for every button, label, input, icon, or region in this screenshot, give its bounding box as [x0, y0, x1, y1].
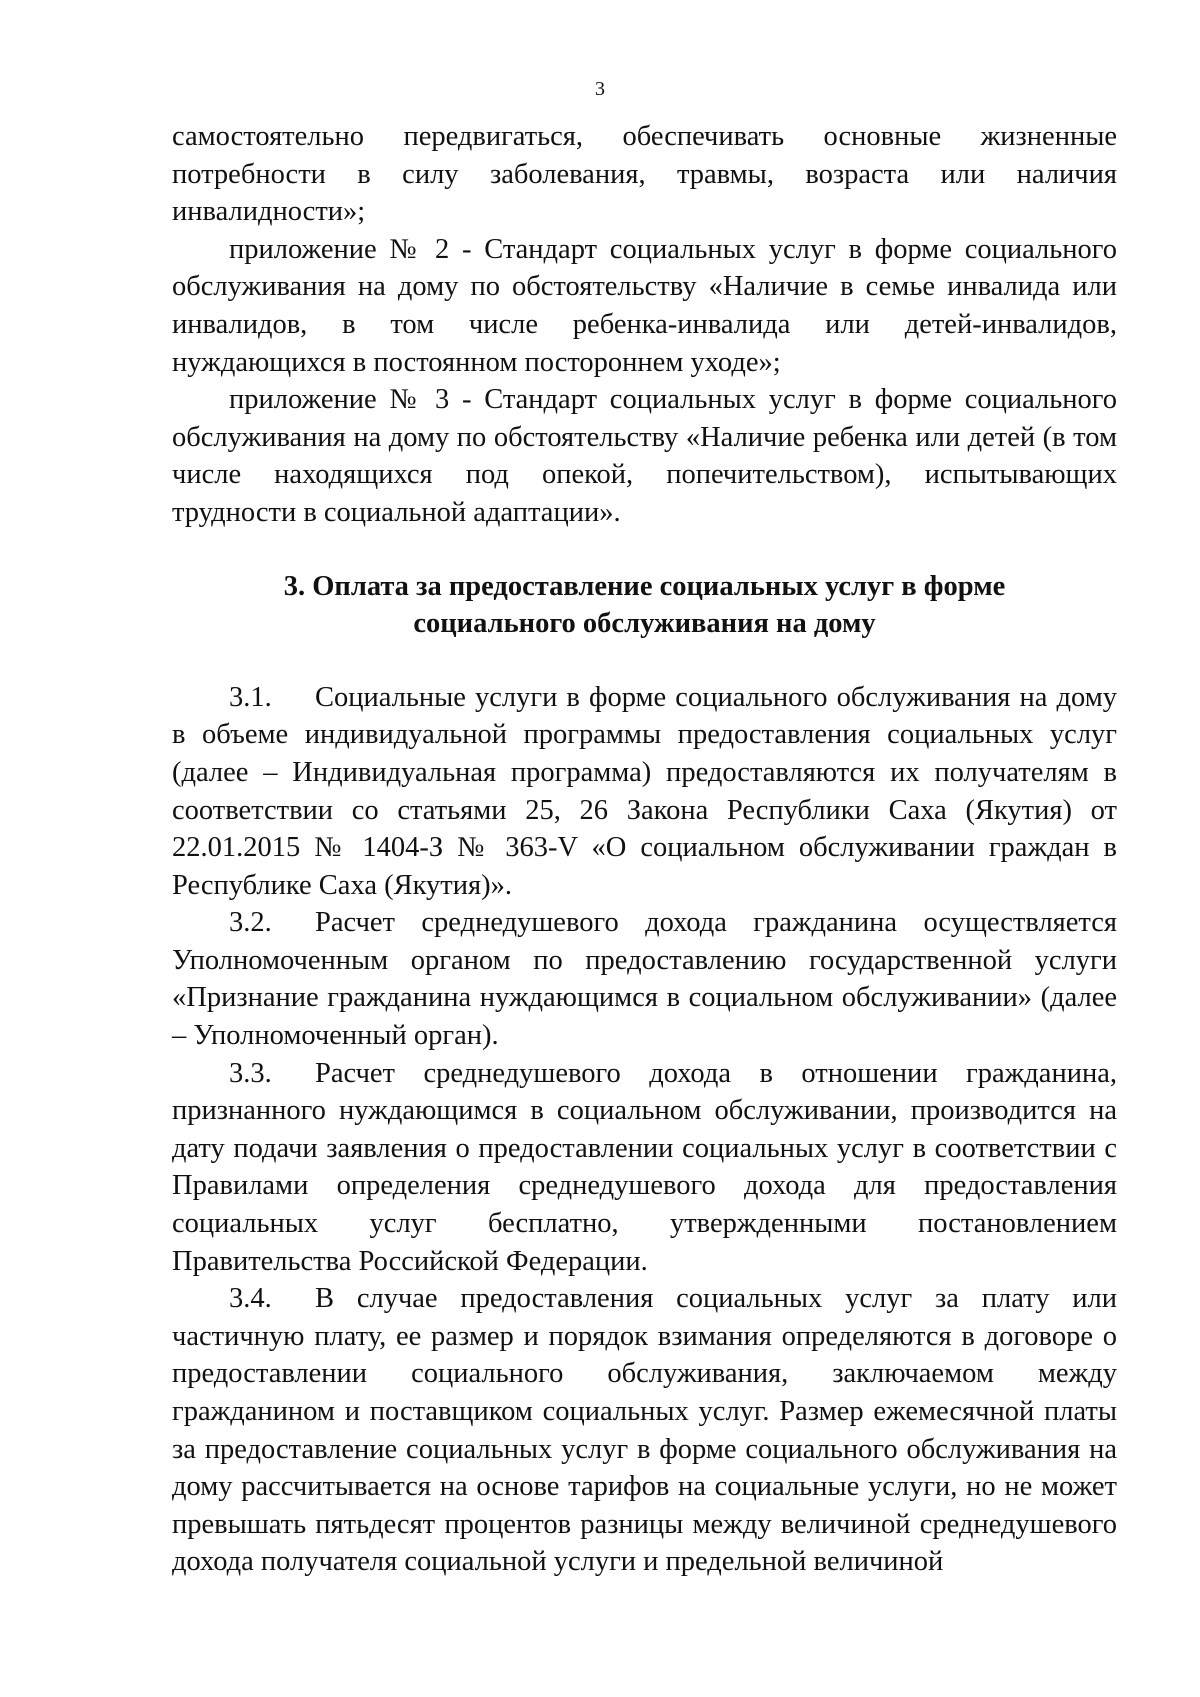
clause-number: 3.3.: [229, 1057, 272, 1089]
document-body: [172, 118, 1117, 1581]
paragraph-appendix-3: приложение № 3 - Стандарт социальных услуг в форме социального обслуживания на дому по обстоятельству «Наличие ребенка или детей (в том числе находящихся под опекой, попечительством), испытывающих трудности в социальной адаптации».: [172, 384, 1117, 528]
section-heading-line-1: 3. Оплата за предоставление социальных услуг в форме: [283, 570, 1006, 602]
clause-number: 3.4.: [229, 1283, 272, 1315]
clause-3-1: [172, 679, 1117, 905]
clause-number: 3.2.: [229, 907, 272, 939]
clause-3-4: [172, 1280, 1117, 1581]
paragraph-continuation: самостоятельно передвигаться, обеспечивать основные жизненные потребности в силу заболевания, травмы, возраста или наличия инвалидности»;: [172, 121, 1117, 228]
section-heading-line-2: социального обслуживания на дому: [413, 608, 876, 640]
section-heading: [172, 568, 1117, 643]
clause-3-3: [172, 1055, 1117, 1281]
clause-text: Социальные услуги в форме социального обслуживания на дому в объеме индивидуальной программы предоставления социальных услуг (далее – Индивидуальная программа) предоставляются их получателям в соответствии со статьями 25, 26 Закона Республики Саха (Якутия) от 22.01.2015 № 1404-З № 363-V «О социальном обслуживании граждан в Республике Саха (Якутия)».: [172, 681, 1117, 901]
paragraph-appendix-2: приложение № 2 - Стандарт социальных услуг в форме социального обслуживания на дому по обстоятельству «Наличие в семье инвалида или инвалидов, в том числе ребенка-инвалида или детей-инвалидов, нуждающихся в постоянном постороннем уходе»;: [172, 233, 1117, 378]
clause-text: В случае предоставления социальных услуг за плату или частичную плату, ее размер и порядок взимания определяются в договоре о предоставлении социального обслуживания, заключаемом между гражданином и поставщиком социальных услуг. Размер ежемесячной платы за предоставление социальных услуг в форме социального обслуживания на дому рассчитывается на основе тарифов на социальные услуги, но не может превышать пятьдесят процентов разницы между величиной среднедушевого дохода получателя социальной услуги и предельной величиной: [172, 1283, 1117, 1578]
clause-3-2: [172, 904, 1117, 1054]
page-number: 3: [595, 78, 605, 100]
clause-number: 3.1.: [229, 681, 272, 713]
clause-text: Расчет среднедушевого дохода в отношении гражданина, признанного нуждающимся в социальном обслуживании, производится на дату подачи заявления о предоставлении социальных услуг в соответствии с Правилами определения среднедушевого дохода для предоставления социальных услуг бесплатно, утвержденными постановлением Правительства Российской Федерации.: [172, 1057, 1117, 1277]
clause-text: Расчет среднедушевого дохода гражданина осуществляется Уполномоченным органом по предоставлению государственной услуги «Признание гражданина нуждающимся в социальном обслуживании» (далее – Уполномоченный орган).: [172, 907, 1117, 1052]
